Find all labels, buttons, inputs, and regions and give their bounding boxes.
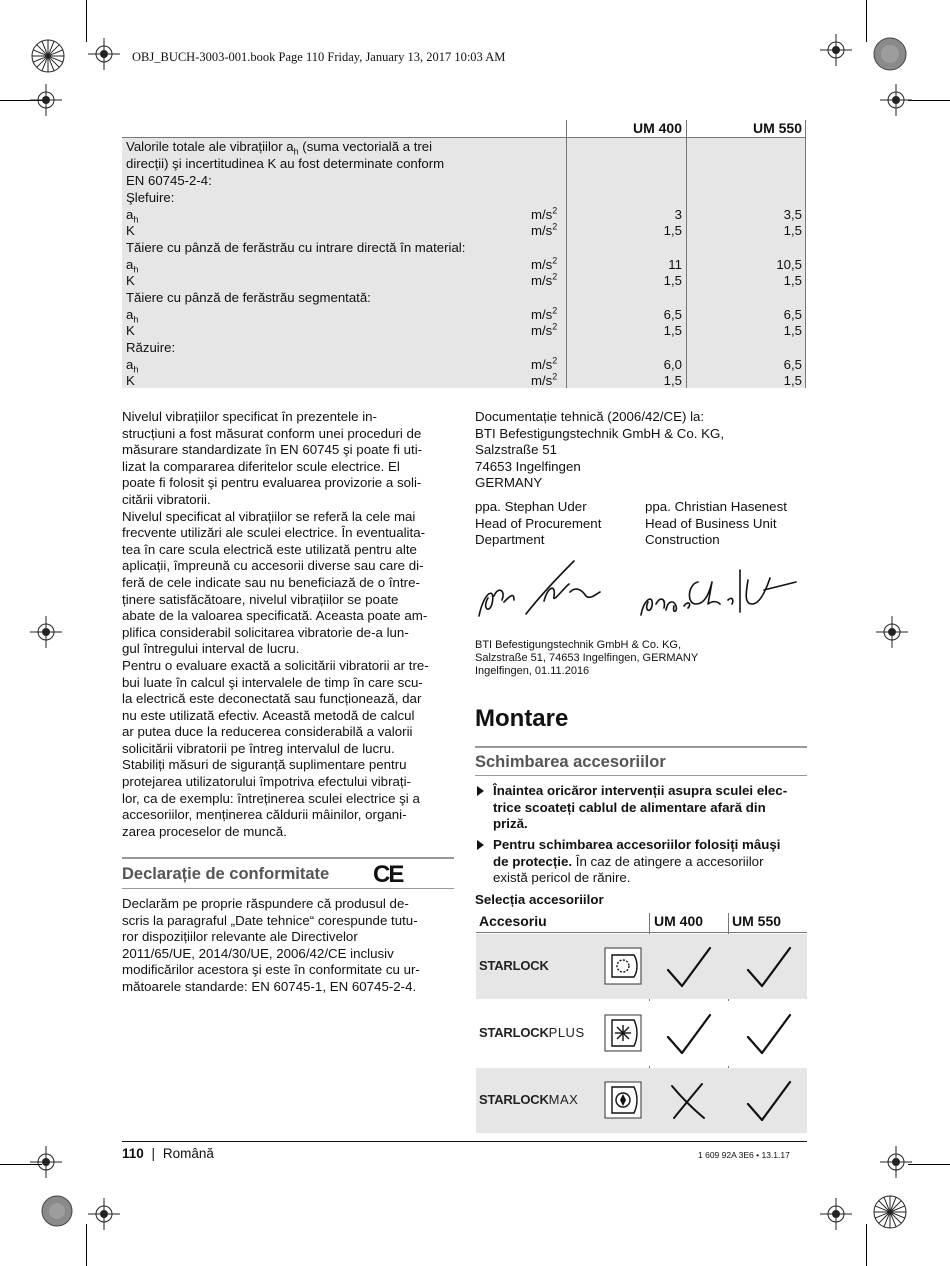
table-row bbox=[126, 173, 802, 189]
footer-separator: | bbox=[151, 1146, 156, 1161]
crosshair-registration-icon bbox=[30, 1146, 62, 1178]
section-title: Răzuire: bbox=[126, 340, 176, 355]
ah-label: $a_h$ bbox=[126, 207, 139, 225]
bullet-triangle-icon bbox=[477, 840, 484, 850]
crosshair-registration-icon bbox=[880, 1146, 912, 1178]
accessory-table bbox=[476, 913, 807, 1133]
section-rule bbox=[122, 888, 454, 889]
signature-1-icon bbox=[474, 556, 608, 626]
accessory-change-title: Schimbarea accesoriilor bbox=[475, 753, 666, 771]
cross-icon bbox=[668, 1080, 708, 1122]
starlock-plus-logo: STARLOCKPLUS bbox=[479, 1025, 585, 1040]
section-title: Tăiere cu pânză de ferăstrău cu intrare directă în material: bbox=[126, 240, 466, 255]
k-label: K bbox=[126, 323, 135, 338]
unit: $m/s^2$ bbox=[531, 221, 558, 238]
table-row bbox=[126, 273, 802, 289]
starlock-logo: STARLOCK bbox=[479, 958, 549, 973]
value-um550: 1,5 bbox=[783, 223, 802, 238]
col-header-accessory: Accesoriu bbox=[479, 913, 547, 929]
ah-label: $a_h$ bbox=[126, 357, 139, 375]
table-row bbox=[476, 1068, 807, 1133]
signer-2: ppa. Christian Hasenest Head of Business Unit Construction bbox=[645, 499, 787, 548]
k-label: K bbox=[126, 373, 135, 388]
signature-2-icon bbox=[636, 560, 806, 630]
signer-1: ppa. Stephan Uder Head of Procurement Department bbox=[475, 499, 602, 548]
table-row bbox=[126, 139, 802, 155]
trim-mark bbox=[866, 1224, 867, 1266]
trim-mark bbox=[908, 1164, 950, 1165]
value-um400: 6,0 bbox=[663, 357, 682, 372]
trim-mark bbox=[86, 0, 87, 42]
k-label: K bbox=[126, 273, 135, 288]
unit: $m/s^2$ bbox=[531, 305, 558, 322]
intro-text: EN 60745-2-4: bbox=[126, 173, 212, 188]
crosshair-registration-icon bbox=[30, 84, 62, 116]
intro-text: Valorile totale ale vibrațiilor $a_h$ (suma vectorială a trei bbox=[126, 139, 433, 157]
col-header-um550: UM 550 bbox=[732, 913, 782, 929]
starlock-plus-interface-icon bbox=[604, 1014, 642, 1052]
value-um550: 6,5 bbox=[783, 307, 802, 322]
unit: $m/s^2$ bbox=[531, 205, 558, 222]
table-row bbox=[476, 934, 807, 999]
crosshair-registration-icon bbox=[820, 1198, 852, 1230]
unit: $m/s^2$ bbox=[531, 371, 558, 388]
check-icon bbox=[664, 1011, 714, 1057]
page-number: 110 bbox=[122, 1146, 144, 1161]
check-icon bbox=[664, 944, 714, 990]
col-header-um550: UM 550 bbox=[752, 120, 802, 136]
table-divider bbox=[476, 932, 807, 933]
table-row bbox=[126, 307, 802, 323]
value-um400: 1,5 bbox=[663, 323, 682, 338]
ah-label: $a_h$ bbox=[126, 307, 139, 325]
value-um400: 1,5 bbox=[663, 373, 682, 388]
table-row bbox=[476, 1001, 807, 1066]
starburst-registration-icon bbox=[30, 38, 66, 74]
unit: $m/s^2$ bbox=[531, 255, 558, 272]
bullet-text: Pentru schimbarea accesoriilor folosiți mâuşi de protecție. În caz de atingere a accesoriilor există pericol de rănire. bbox=[493, 837, 781, 886]
value-um550: 10,5 bbox=[776, 257, 802, 272]
value-um400: 3 bbox=[674, 207, 682, 222]
section-title-row bbox=[126, 290, 802, 306]
trim-mark bbox=[866, 0, 867, 42]
doc-code: 1 609 92A 3E6 • 13.1.17 bbox=[698, 1150, 790, 1160]
table-row bbox=[126, 357, 802, 373]
intro-text: direcții) şi incertitudinea K au fost determinate conform bbox=[126, 156, 445, 171]
section-title: Şlefuire: bbox=[126, 190, 175, 205]
crosshair-registration-icon bbox=[88, 1198, 120, 1230]
section-title-row bbox=[126, 190, 802, 206]
table-row bbox=[126, 373, 802, 389]
crosshair-registration-icon bbox=[876, 616, 908, 648]
value-um400: 6,5 bbox=[663, 307, 682, 322]
value-um550: 1,5 bbox=[783, 373, 802, 388]
value-um550: 1,5 bbox=[783, 323, 802, 338]
gray-registration-circle-icon bbox=[872, 36, 908, 72]
section-title: Tăiere cu pânză de ferăstrău segmentată: bbox=[126, 290, 371, 305]
table-row bbox=[126, 223, 802, 239]
table-divider bbox=[805, 120, 806, 388]
ah-label: $a_h$ bbox=[126, 257, 139, 275]
technical-doc-text: Documentație tehnică (2006/42/CE) la: BTI Befestigungstechnik GmbH & Co. KG, Salzstraße 51 74653 Ingelfingen GERMANY bbox=[475, 409, 725, 491]
value-um400: 11 bbox=[668, 257, 682, 272]
section-title-row bbox=[126, 340, 802, 356]
table-row bbox=[126, 323, 802, 339]
montare-title: Montare bbox=[475, 705, 569, 732]
starlock-interface-icon bbox=[604, 947, 642, 985]
check-icon bbox=[744, 1078, 794, 1124]
section-rule bbox=[122, 857, 454, 859]
value-um550: 6,5 bbox=[783, 357, 802, 372]
table-row bbox=[126, 257, 802, 273]
ce-mark-icon: CE bbox=[373, 861, 403, 888]
section-rule bbox=[475, 775, 807, 776]
footer-language: Română bbox=[162, 1146, 214, 1161]
starlock-max-logo: STARLOCKMAX bbox=[479, 1092, 579, 1107]
col-header-um400: UM 400 bbox=[654, 913, 704, 929]
page-footer bbox=[122, 1146, 214, 1161]
accessory-selection-title: Selecția accesoriilor bbox=[475, 892, 604, 907]
crosshair-registration-icon bbox=[88, 38, 120, 70]
vibration-table bbox=[122, 120, 806, 388]
value-um400: 1,5 bbox=[663, 223, 682, 238]
unit: $m/s^2$ bbox=[531, 355, 558, 372]
trim-mark bbox=[908, 100, 950, 101]
col-header-um400: UM 400 bbox=[632, 120, 682, 136]
crosshair-registration-icon bbox=[820, 34, 852, 66]
table-row bbox=[126, 207, 802, 223]
check-icon bbox=[744, 1011, 794, 1057]
value-um550: 3,5 bbox=[783, 207, 802, 222]
section-title-row bbox=[126, 240, 802, 256]
bullet-triangle-icon bbox=[477, 786, 484, 796]
section-rule bbox=[475, 746, 807, 748]
unit: $m/s^2$ bbox=[531, 271, 558, 288]
k-label: K bbox=[126, 223, 135, 238]
safety-bullet bbox=[477, 837, 809, 889]
value-um400: 1,5 bbox=[663, 273, 682, 288]
bullet-text: Înaintea oricăror intervenții asupra sculei elec- trice scoateți cablul de alimentare afară din priză. bbox=[493, 783, 788, 832]
footer-rule bbox=[122, 1141, 807, 1142]
gray-registration-circle-icon bbox=[40, 1194, 74, 1228]
crosshair-registration-icon bbox=[30, 616, 62, 648]
conformity-text: Declarăm pe proprie răspundere că produsul de- scris la paragraful „Date tehnice“ corespunde tutu- ror dispozițiilor relevante ale Directivelor 2011/65/UE, 2014/30/UE, 2006/42/CE inclusiv modificărilor acestora şi este în conformitate cu ur- mătoarele standarde: EN 60745-1, EN 60745-2-4. bbox=[122, 896, 420, 994]
trim-mark bbox=[86, 1224, 87, 1266]
starburst-registration-icon bbox=[872, 1194, 908, 1230]
conformity-title: Declarație de conformitate bbox=[122, 865, 330, 883]
table-divider bbox=[122, 137, 806, 138]
crosshair-registration-icon bbox=[880, 84, 912, 116]
vibration-info-text: Nivelul vibrațiilor specificat în prezentele in- strucțiuni a fost măsurat conform unei proceduri de măsurare standardizate în EN 60745 şi poate fi uti- lizat la compararea diferitelor scule electrice. El poate fi folosit şi pentru evaluarea provizorie a soli- citării vibratorii. Nivelul specificat al vibrațiilor se referă la cele mai frecvente utilizări ale sculei electrice. În eventualita- tea în care scula electrică este utilizată pentru alte aplicații, împreună cu accesorii diverse sau care di- feră de cele indicate sau nu beneficiază de o între- ținere satisfăcătoare, nivelul vibrațiilor se poate abate de la valoarea specificată. Aceasta poate am- plifica considerabil solicitarea vibratorie de-a lun- gul întregului interval de lucru. Pentru o evaluare exactă a solicitării vibratorii ar tre- bui luate în calcul şi intervalele de timp în care scu- la electrică este deconectată sau funcționează, dar nu este utilizată efectiv. Această metodă de calcul ar putea duce la reducerea considerabilă a valorii solicitării vibratorii pe întreg intervalul de lucru. Stabiliți măsuri de siguranță suplimentare pentru protejarea utilizatorului împotriva efectului vibrați- lor, ca de exemplu: întreținerea sculei electrice şi a accesoriilor, menținerea căldurii mâinilor, organi- zarea proceselor de muncă. bbox=[122, 409, 429, 839]
starlock-max-interface-icon bbox=[604, 1081, 642, 1119]
check-icon bbox=[744, 944, 794, 990]
safety-bullet bbox=[477, 783, 809, 835]
table-row bbox=[126, 156, 802, 172]
value-um550: 1,5 bbox=[783, 273, 802, 288]
company-address: BTI Befestigungstechnik GmbH & Co. KG, Salzstraße 51, 74653 Ingelfingen, GERMANY Ingelfingen, 01.11.2016 bbox=[475, 639, 699, 677]
unit: $m/s^2$ bbox=[531, 321, 558, 338]
print-header: OBJ_BUCH-3003-001.book Page 110 Friday, January 13, 2017 10:03 AM bbox=[132, 50, 506, 64]
